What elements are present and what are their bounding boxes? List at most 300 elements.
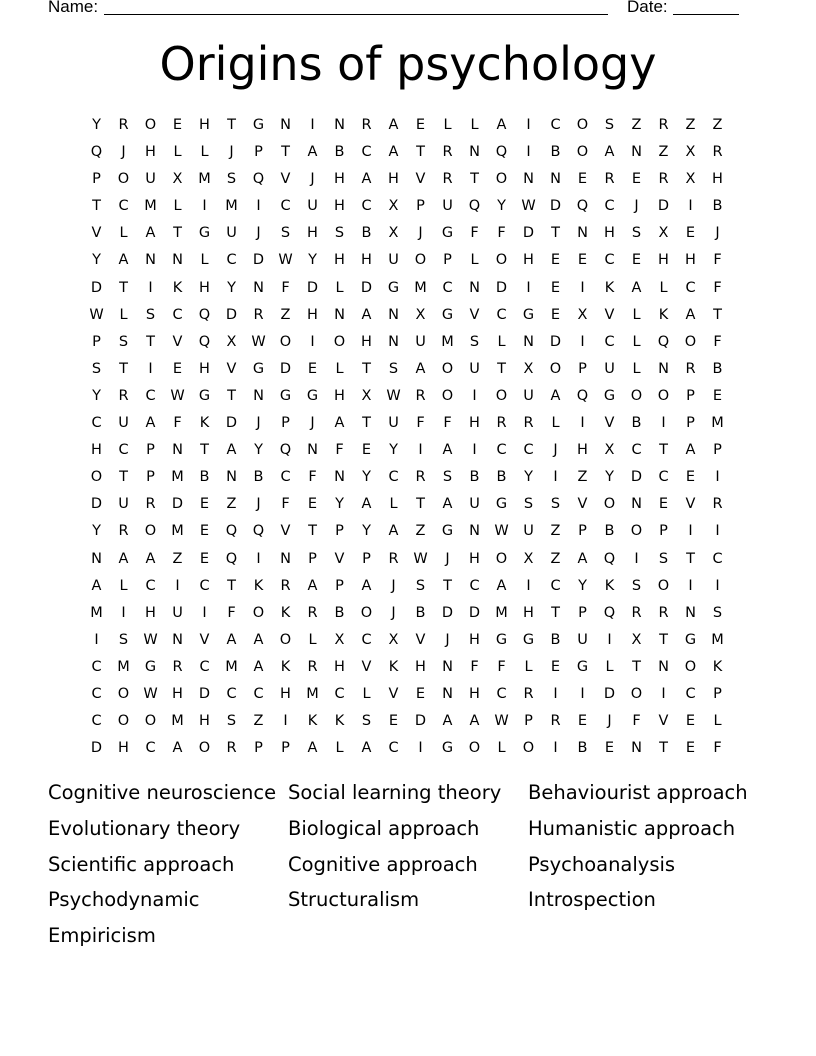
grid-letter[interactable]: I (526, 577, 531, 594)
grid-letter[interactable]: K (280, 658, 291, 675)
grid-letter[interactable]: F (227, 604, 236, 621)
grid-letter[interactable]: T (551, 604, 560, 621)
grid-letter[interactable]: N (172, 442, 183, 459)
grid-letter[interactable]: F (497, 658, 506, 675)
grid-letter[interactable]: L (632, 306, 641, 323)
grid-letter[interactable]: O (630, 685, 643, 702)
grid-letter[interactable]: K (388, 658, 399, 675)
grid-letter[interactable]: O (117, 713, 130, 730)
grid-letter[interactable]: B (334, 144, 345, 161)
grid-letter[interactable]: J (634, 198, 639, 215)
grid-letter[interactable]: H (361, 252, 372, 269)
grid-letter[interactable]: G (252, 360, 265, 377)
grid-letter[interactable]: E (199, 550, 210, 567)
grid-letter[interactable]: L (119, 577, 128, 594)
grid-letter[interactable]: E (685, 225, 696, 242)
grid-letter[interactable]: Q (279, 442, 292, 459)
grid-letter[interactable]: Z (577, 469, 588, 486)
grid-letter[interactable]: J (391, 604, 396, 621)
grid-letter[interactable]: N (280, 117, 291, 133)
grid-letter[interactable]: D (630, 469, 643, 486)
grid-letter[interactable]: R (280, 577, 291, 594)
grid-letter[interactable]: E (550, 279, 561, 296)
grid-letter[interactable]: Q (495, 144, 508, 161)
grid-letter[interactable]: K (307, 713, 318, 730)
grid-letter[interactable]: Y (254, 442, 263, 459)
grid-letter[interactable]: R (550, 713, 561, 730)
grid-letter[interactable]: Y (578, 577, 587, 594)
grid-letter[interactable]: C (199, 658, 210, 675)
grid-letter[interactable]: U (469, 360, 480, 377)
grid-letter[interactable]: V (685, 496, 696, 513)
grid-letter[interactable]: A (145, 415, 156, 432)
grid-letter[interactable]: L (632, 360, 641, 377)
grid-letter[interactable]: C (442, 279, 453, 296)
grid-letter[interactable]: I (553, 740, 558, 757)
grid-letter[interactable]: X (685, 144, 696, 161)
grid-letter[interactable]: L (335, 360, 344, 377)
grid-letter[interactable]: T (308, 523, 317, 540)
grid-letter[interactable]: B (496, 469, 507, 486)
name-field[interactable] (104, 0, 608, 15)
grid-letter[interactable]: H (91, 442, 102, 459)
grid-letter[interactable]: X (631, 631, 642, 648)
grid-letter[interactable]: J (121, 144, 126, 161)
grid-letter[interactable]: C (685, 685, 696, 702)
grid-letter[interactable]: Z (226, 496, 237, 513)
grid-letter[interactable]: S (631, 225, 642, 242)
grid-letter[interactable]: U (307, 198, 318, 215)
grid-letter[interactable]: H (145, 144, 156, 161)
grid-letter[interactable]: Z (685, 117, 696, 133)
grid-letter[interactable]: W (386, 387, 401, 404)
grid-letter[interactable]: R (118, 387, 129, 404)
grid-letter[interactable]: B (361, 225, 372, 242)
grid-letter[interactable]: S (118, 631, 129, 648)
grid-letter[interactable]: H (172, 685, 183, 702)
grid-letter[interactable]: M (306, 685, 319, 702)
grid-letter[interactable]: E (415, 685, 426, 702)
date-field[interactable] (673, 0, 739, 15)
grid-letter[interactable]: N (334, 469, 345, 486)
grid-letter[interactable]: L (335, 740, 344, 757)
grid-letter[interactable]: L (362, 685, 371, 702)
grid-letter[interactable]: B (253, 469, 264, 486)
grid-letter[interactable]: Y (227, 279, 236, 296)
grid-letter[interactable]: E (550, 306, 561, 323)
grid-letter[interactable]: Q (198, 333, 211, 350)
grid-letter[interactable]: H (523, 252, 534, 269)
grid-letter[interactable]: A (334, 415, 345, 432)
grid-letter[interactable]: O (495, 252, 508, 269)
grid-letter[interactable]: C (712, 550, 723, 567)
grid-letter[interactable]: W (413, 550, 428, 567)
grid-letter[interactable]: T (146, 333, 155, 350)
grid-letter[interactable]: I (472, 442, 477, 459)
grid-letter[interactable]: E (172, 117, 183, 133)
grid-letter[interactable]: D (522, 225, 535, 242)
grid-letter[interactable]: T (119, 279, 128, 296)
grid-letter[interactable]: H (361, 333, 372, 350)
grid-letter[interactable]: H (280, 685, 291, 702)
grid-letter[interactable]: C (388, 740, 399, 757)
grid-letter[interactable]: C (91, 415, 102, 432)
grid-letter[interactable]: N (253, 387, 264, 404)
grid-letter[interactable]: H (334, 198, 345, 215)
grid-letter[interactable]: X (523, 550, 534, 567)
grid-letter[interactable]: M (90, 604, 103, 621)
grid-letter[interactable]: O (90, 469, 103, 486)
grid-letter[interactable]: C (118, 442, 129, 459)
grid-letter[interactable]: T (416, 144, 425, 161)
grid-letter[interactable]: I (175, 577, 180, 594)
grid-letter[interactable]: W (278, 252, 293, 269)
grid-letter[interactable]: T (686, 550, 695, 567)
grid-letter[interactable]: E (550, 252, 561, 269)
grid-letter[interactable]: X (226, 333, 237, 350)
grid-letter[interactable]: A (496, 577, 507, 594)
grid-letter[interactable]: A (226, 442, 237, 459)
grid-letter[interactable]: W (143, 685, 158, 702)
grid-letter[interactable]: E (685, 713, 696, 730)
grid-letter[interactable]: N (685, 604, 696, 621)
grid-letter[interactable]: A (604, 144, 615, 161)
grid-letter[interactable]: G (387, 279, 400, 296)
grid-letter[interactable]: V (415, 171, 426, 188)
grid-letter[interactable]: A (361, 306, 372, 323)
grid-letter[interactable]: L (200, 144, 209, 161)
grid-letter[interactable]: S (604, 117, 615, 133)
grid-letter[interactable]: M (414, 279, 427, 296)
grid-letter[interactable]: Y (497, 198, 506, 215)
grid-letter[interactable]: I (94, 631, 99, 648)
grid-letter[interactable]: E (604, 740, 615, 757)
grid-letter[interactable]: O (684, 658, 697, 675)
grid-letter[interactable]: Z (550, 550, 561, 567)
grid-letter[interactable]: P (254, 740, 263, 757)
grid-letter[interactable]: O (603, 496, 616, 513)
grid-letter[interactable]: A (442, 713, 453, 730)
grid-letter[interactable]: P (92, 171, 101, 188)
grid-letter[interactable]: X (658, 225, 669, 242)
grid-letter[interactable]: D (549, 333, 562, 350)
grid-letter[interactable]: Q (657, 333, 670, 350)
grid-letter[interactable]: Q (252, 523, 265, 540)
grid-letter[interactable]: V (415, 631, 426, 648)
grid-letter[interactable]: L (119, 225, 128, 242)
grid-letter[interactable]: Y (92, 117, 101, 133)
grid-letter[interactable]: I (715, 469, 720, 486)
grid-letter[interactable]: N (145, 252, 156, 269)
grid-letter[interactable]: H (199, 279, 210, 296)
grid-letter[interactable]: B (712, 198, 723, 215)
grid-letter[interactable]: K (712, 658, 723, 675)
grid-letter[interactable]: I (526, 117, 531, 133)
grid-letter[interactable]: Y (362, 469, 371, 486)
grid-letter[interactable]: L (497, 740, 506, 757)
grid-letter[interactable]: D (252, 252, 265, 269)
grid-letter[interactable]: X (388, 225, 399, 242)
grid-letter[interactable]: R (226, 740, 237, 757)
grid-letter[interactable]: H (658, 252, 669, 269)
grid-letter[interactable]: M (171, 469, 184, 486)
grid-letter[interactable]: F (173, 415, 182, 432)
grid-letter[interactable]: T (227, 117, 236, 133)
grid-letter[interactable]: H (118, 740, 129, 757)
grid-letter[interactable]: W (251, 333, 266, 350)
grid-letter[interactable]: D (90, 496, 103, 513)
grid-letter[interactable]: J (445, 631, 450, 648)
grid-letter[interactable]: L (659, 279, 668, 296)
grid-letter[interactable]: K (658, 306, 669, 323)
grid-letter[interactable]: Y (92, 387, 101, 404)
grid-letter[interactable]: P (146, 469, 155, 486)
grid-letter[interactable]: M (171, 713, 184, 730)
grid-letter[interactable]: R (253, 306, 264, 323)
grid-letter[interactable]: D (549, 198, 562, 215)
grid-letter[interactable]: T (119, 469, 128, 486)
grid-letter[interactable]: P (254, 144, 263, 161)
grid-letter[interactable]: P (713, 685, 722, 702)
grid-letter[interactable]: N (550, 171, 561, 188)
grid-letter[interactable]: A (631, 279, 642, 296)
grid-letter[interactable]: Q (603, 550, 616, 567)
grid-letter[interactable]: W (494, 523, 509, 540)
grid-letter[interactable]: C (604, 198, 615, 215)
grid-letter[interactable]: Z (658, 144, 669, 161)
grid-letter[interactable]: E (550, 658, 561, 675)
grid-letter[interactable]: C (523, 442, 534, 459)
grid-letter[interactable]: G (441, 523, 454, 540)
grid-letter[interactable]: C (685, 279, 696, 296)
grid-letter[interactable]: G (576, 658, 589, 675)
grid-letter[interactable]: D (225, 306, 238, 323)
grid-letter[interactable]: G (495, 496, 508, 513)
grid-letter[interactable]: I (148, 360, 153, 377)
grid-letter[interactable]: A (469, 713, 480, 730)
grid-letter[interactable]: I (256, 198, 261, 215)
grid-letter[interactable]: N (334, 117, 345, 133)
grid-letter[interactable]: L (443, 117, 452, 133)
grid-letter[interactable]: I (418, 740, 423, 757)
grid-letter[interactable]: I (202, 198, 207, 215)
grid-letter[interactable]: J (256, 415, 261, 432)
grid-letter[interactable]: A (118, 252, 129, 269)
grid-letter[interactable]: L (713, 713, 722, 730)
grid-letter[interactable]: R (523, 685, 534, 702)
grid-letter[interactable]: H (604, 225, 615, 242)
grid-letter[interactable]: S (712, 604, 723, 621)
grid-letter[interactable]: Q (225, 550, 238, 567)
grid-letter[interactable]: C (280, 469, 291, 486)
grid-letter[interactable]: F (497, 225, 506, 242)
grid-letter[interactable]: S (631, 577, 642, 594)
grid-letter[interactable]: E (361, 442, 372, 459)
grid-letter[interactable]: N (631, 144, 642, 161)
grid-letter[interactable]: R (145, 496, 156, 513)
grid-letter[interactable]: F (443, 415, 452, 432)
grid-letter[interactable]: H (469, 631, 480, 648)
grid-letter[interactable]: O (117, 685, 130, 702)
grid-letter[interactable]: N (631, 496, 642, 513)
grid-letter[interactable]: J (391, 577, 396, 594)
grid-letter[interactable]: G (306, 387, 319, 404)
grid-letter[interactable]: I (283, 713, 288, 730)
grid-letter[interactable]: R (685, 360, 696, 377)
grid-letter[interactable]: C (145, 387, 156, 404)
grid-letter[interactable]: F (416, 415, 425, 432)
grid-letter[interactable]: I (580, 333, 585, 350)
grid-letter[interactable]: O (441, 387, 454, 404)
grid-letter[interactable]: O (684, 333, 697, 350)
grid-letter[interactable]: C (658, 469, 669, 486)
grid-letter[interactable]: E (631, 252, 642, 269)
grid-letter[interactable]: U (118, 415, 129, 432)
grid-letter[interactable]: D (603, 685, 616, 702)
grid-letter[interactable]: H (469, 415, 480, 432)
grid-letter[interactable]: C (469, 577, 480, 594)
grid-letter[interactable]: N (469, 279, 480, 296)
grid-letter[interactable]: G (441, 740, 454, 757)
grid-letter[interactable]: X (415, 306, 426, 323)
grid-letter[interactable]: H (307, 306, 318, 323)
grid-letter[interactable]: R (118, 523, 129, 540)
grid-letter[interactable]: L (119, 306, 128, 323)
grid-letter[interactable]: G (279, 387, 292, 404)
grid-letter[interactable]: H (415, 658, 426, 675)
grid-letter[interactable]: C (91, 658, 102, 675)
grid-letter[interactable]: G (684, 631, 697, 648)
grid-letter[interactable]: L (173, 144, 182, 161)
grid-letter[interactable]: F (713, 279, 722, 296)
grid-letter[interactable]: U (604, 360, 615, 377)
grid-letter[interactable]: T (551, 225, 560, 242)
grid-letter[interactable]: T (659, 442, 668, 459)
grid-letter[interactable]: G (495, 631, 508, 648)
grid-letter[interactable]: A (388, 117, 399, 133)
grid-letter[interactable]: P (578, 360, 587, 377)
grid-letter[interactable]: X (388, 198, 399, 215)
grid-letter[interactable]: C (361, 198, 372, 215)
grid-letter[interactable]: F (713, 252, 722, 269)
grid-letter[interactable]: J (607, 713, 612, 730)
grid-letter[interactable]: H (469, 550, 480, 567)
grid-letter[interactable]: R (307, 604, 318, 621)
grid-letter[interactable]: I (607, 631, 612, 648)
grid-letter[interactable]: O (495, 387, 508, 404)
grid-letter[interactable]: R (604, 171, 615, 188)
grid-letter[interactable]: R (712, 144, 723, 161)
grid-letter[interactable]: Y (92, 252, 101, 269)
grid-letter[interactable]: D (90, 279, 103, 296)
grid-letter[interactable]: D (279, 360, 292, 377)
grid-letter[interactable]: H (334, 252, 345, 269)
grid-letter[interactable]: R (307, 658, 318, 675)
grid-letter[interactable]: B (199, 469, 210, 486)
grid-letter[interactable]: P (146, 442, 155, 459)
grid-letter[interactable]: O (657, 387, 670, 404)
grid-letter[interactable]: R (496, 415, 507, 432)
grid-letter[interactable]: V (334, 550, 345, 567)
grid-letter[interactable]: Q (576, 387, 589, 404)
grid-letter[interactable]: O (657, 577, 670, 594)
grid-letter[interactable]: C (604, 252, 615, 269)
grid-letter[interactable]: U (226, 225, 237, 242)
grid-letter[interactable]: O (279, 631, 292, 648)
grid-letter[interactable]: A (145, 225, 156, 242)
grid-letter[interactable]: Q (576, 198, 589, 215)
grid-letter[interactable]: A (145, 550, 156, 567)
grid-letter[interactable]: V (388, 685, 399, 702)
grid-letter[interactable]: T (713, 306, 722, 323)
grid-letter[interactable]: M (225, 658, 238, 675)
grid-letter[interactable]: V (469, 306, 480, 323)
grid-letter[interactable]: S (361, 713, 372, 730)
grid-letter[interactable]: J (553, 442, 558, 459)
grid-letter[interactable]: P (443, 252, 452, 269)
grid-letter[interactable]: Z (631, 117, 642, 133)
grid-letter[interactable]: A (172, 740, 183, 757)
grid-letter[interactable]: L (308, 631, 317, 648)
grid-letter[interactable]: A (91, 577, 102, 594)
grid-letter[interactable]: V (280, 171, 291, 188)
grid-letter[interactable]: A (226, 631, 237, 648)
grid-letter[interactable]: A (442, 496, 453, 513)
grid-letter[interactable]: L (335, 279, 344, 296)
grid-letter[interactable]: I (634, 550, 639, 567)
grid-letter[interactable]: U (523, 387, 534, 404)
grid-letter[interactable]: P (335, 577, 344, 594)
grid-letter[interactable]: N (469, 144, 480, 161)
grid-letter[interactable]: F (308, 469, 317, 486)
grid-letter[interactable]: T (227, 577, 236, 594)
grid-letter[interactable]: P (362, 550, 371, 567)
grid-letter[interactable]: Z (415, 523, 426, 540)
grid-letter[interactable]: N (469, 523, 480, 540)
grid-letter[interactable]: L (551, 415, 560, 432)
grid-letter[interactable]: T (281, 144, 290, 161)
grid-letter[interactable]: C (253, 685, 264, 702)
grid-letter[interactable]: C (550, 577, 561, 594)
grid-letter[interactable]: L (524, 658, 533, 675)
grid-letter[interactable]: N (280, 550, 291, 567)
grid-letter[interactable]: R (442, 144, 453, 161)
grid-letter[interactable]: B (415, 604, 426, 621)
grid-letter[interactable]: V (172, 333, 183, 350)
grid-letter[interactable]: O (279, 333, 292, 350)
grid-letter[interactable]: S (658, 550, 669, 567)
grid-letter[interactable]: D (306, 279, 319, 296)
grid-letter[interactable]: F (632, 713, 641, 730)
grid-letter[interactable]: E (712, 387, 723, 404)
grid-letter[interactable]: R (442, 171, 453, 188)
grid-letter[interactable]: T (173, 225, 182, 242)
grid-letter[interactable]: C (145, 577, 156, 594)
grid-letter[interactable]: C (361, 144, 372, 161)
grid-letter[interactable]: I (715, 577, 720, 594)
grid-letter[interactable]: T (119, 360, 128, 377)
grid-letter[interactable]: Z (280, 306, 291, 323)
grid-letter[interactable]: N (172, 631, 183, 648)
grid-letter[interactable]: X (361, 387, 372, 404)
grid-letter[interactable]: O (198, 740, 211, 757)
grid-letter[interactable]: V (361, 658, 372, 675)
grid-letter[interactable]: H (334, 171, 345, 188)
grid-letter[interactable]: P (281, 415, 290, 432)
grid-letter[interactable]: O (414, 252, 427, 269)
grid-letter[interactable]: R (415, 469, 426, 486)
grid-letter[interactable]: T (632, 658, 641, 675)
